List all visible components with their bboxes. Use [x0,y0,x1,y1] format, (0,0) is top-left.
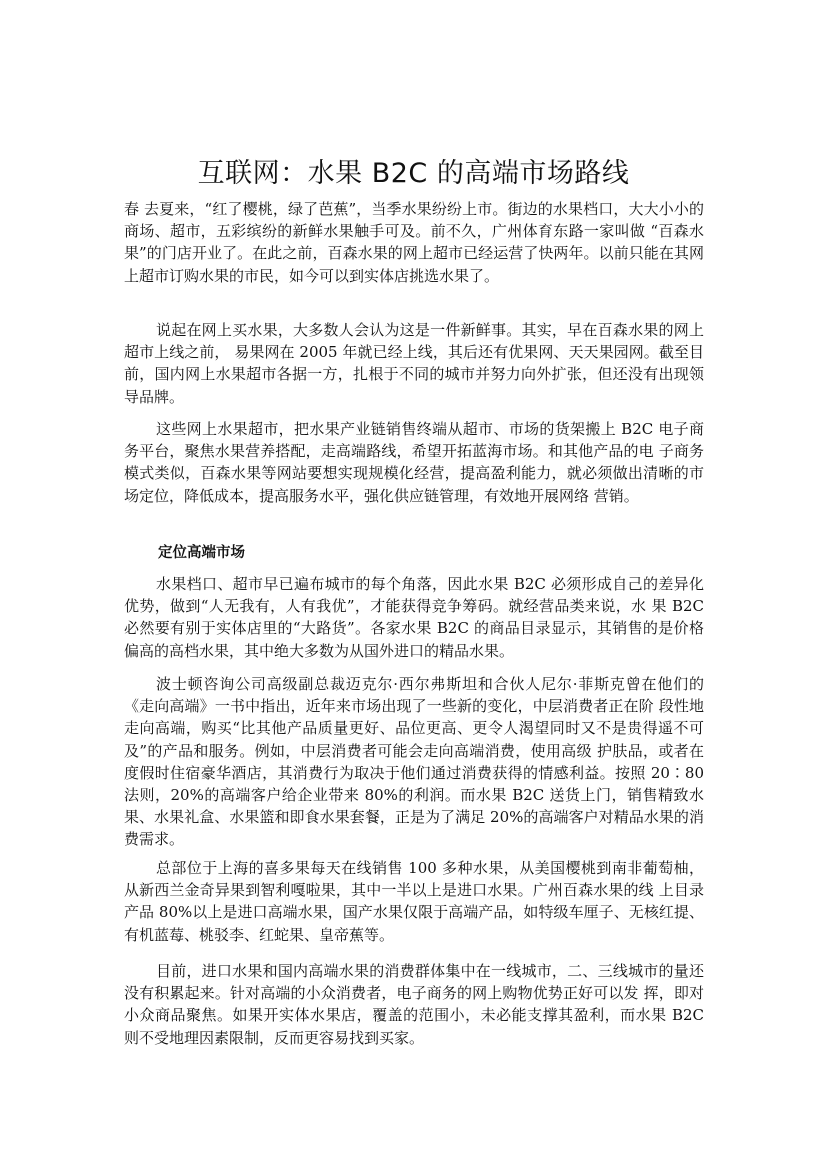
paragraph-7: 目前，进口水果和国内高端水果的消费群体集中在一线城市，二、三线城市的量还没有积累起来。针对高端的小众消费者，电子商务的网上购物优势正好可以发 挥，即对小众商品聚焦。如果开实体水果店，覆盖的范围小，未必能支撑其盈利，而水果 B2C 则不受地理因素限制，反而更容易找到买家。 [124,962,704,1047]
article-title: 互联网：水果 B2C 的高端市场路线 [197,158,630,190]
paragraph-3: 这些网上水果超市，把水果产业链销售终端从超市、市场的货架搬上 B2C 电子商务平台，聚焦水果营养搭配，走高端路线，希望开拓蓝海市场。和其他产品的电 子商务模式类似，百森水果等网站要想实现规模化经营，提高盈利能力，就必须做出清晰的市场定位，降低成本，提高服务水平，强化供应链管理，有效地开展网络 营销。 [124,420,704,505]
paragraph-5: 波士顿咨询公司高级副总裁迈克尔·西尔弗斯坦和合伙人尼尔·菲斯克曾在他们的《走向高端》一书中指出，近年来市场出现了一些新的变化，中层消费者正在阶 段性地走向高端，购买“比其他产品质量更好、品位更高、更令人渴望同时又不是贵得遥不可及”的产品和服务。例如，中层消费者可能会走向高端消费，使用高级 护肤品，或者在度假时住宿豪华酒店，其消费行为取决于他们通过消费获得的情感利益。按照 20∶80 法则，20%的高端客户给企业带来 80%的利润。而水果 B2C 送货上门，销售精致水果、水果礼盒、水果篮和即食水果套餐，正是为了满足 20%的高端客户对精品水果的消费需求。 [124,675,704,849]
paragraph-2: 说起在网上买水果，大多数人会认为这是一件新鲜事。其实，早在百森水果的网上超市上线之前， 易果网在 2005 年就已经上线，其后还有优果网、天天果园网。截至目前，国内网上水果超市各据一方，扎根于不同的城市并努力向外扩张，但还没有出现领导品牌。 [124,321,704,406]
section-heading: 定位高端市场 [158,545,245,561]
paragraph-6: 总部位于上海的喜多果每天在线销售 100 多种水果，从美国樱桃到南非葡萄柚，从新西兰金奇异果到智利嘎啦果，其中一半以上是进口水果。广州百森水果的线 上目录产品 80%以上是进口高端水果，国产水果仅限于高端产品，如特级车厘子、无核红提、有机蓝莓、桃驳李、红蛇果、皇帝蕉等。 [124,859,704,944]
paragraph-4: 水果档口、超市早已遍布城市的每个角落，因此水果 B2C 必须形成自己的差异化优势，做到“人无我有，人有我优”，才能获得竞争筹码。就经营品类来说，水 果 B2C 必然要有别于实体店里的“大路货”。各家水果 B2C 的商品目录显示，其销售的是价格偏高的高档水果，其中绝大多数为从国外进口的精品水果。 [124,575,704,660]
paragraph-1: 春 去夏来，“红了樱桃，绿了芭蕉”，当季水果纷纷上市。街边的水果档口，大大小小的商场、超市，五彩缤纷的新鲜水果触手可及。前不久，广州体育东路一家叫做 “百森水果”的门店开业了。在此之前，百森水果的网上超市已经运营了快两年。以前只能在其网上超市订购水果的市民，如今可以到实体店挑选水果了。 [124,200,704,285]
